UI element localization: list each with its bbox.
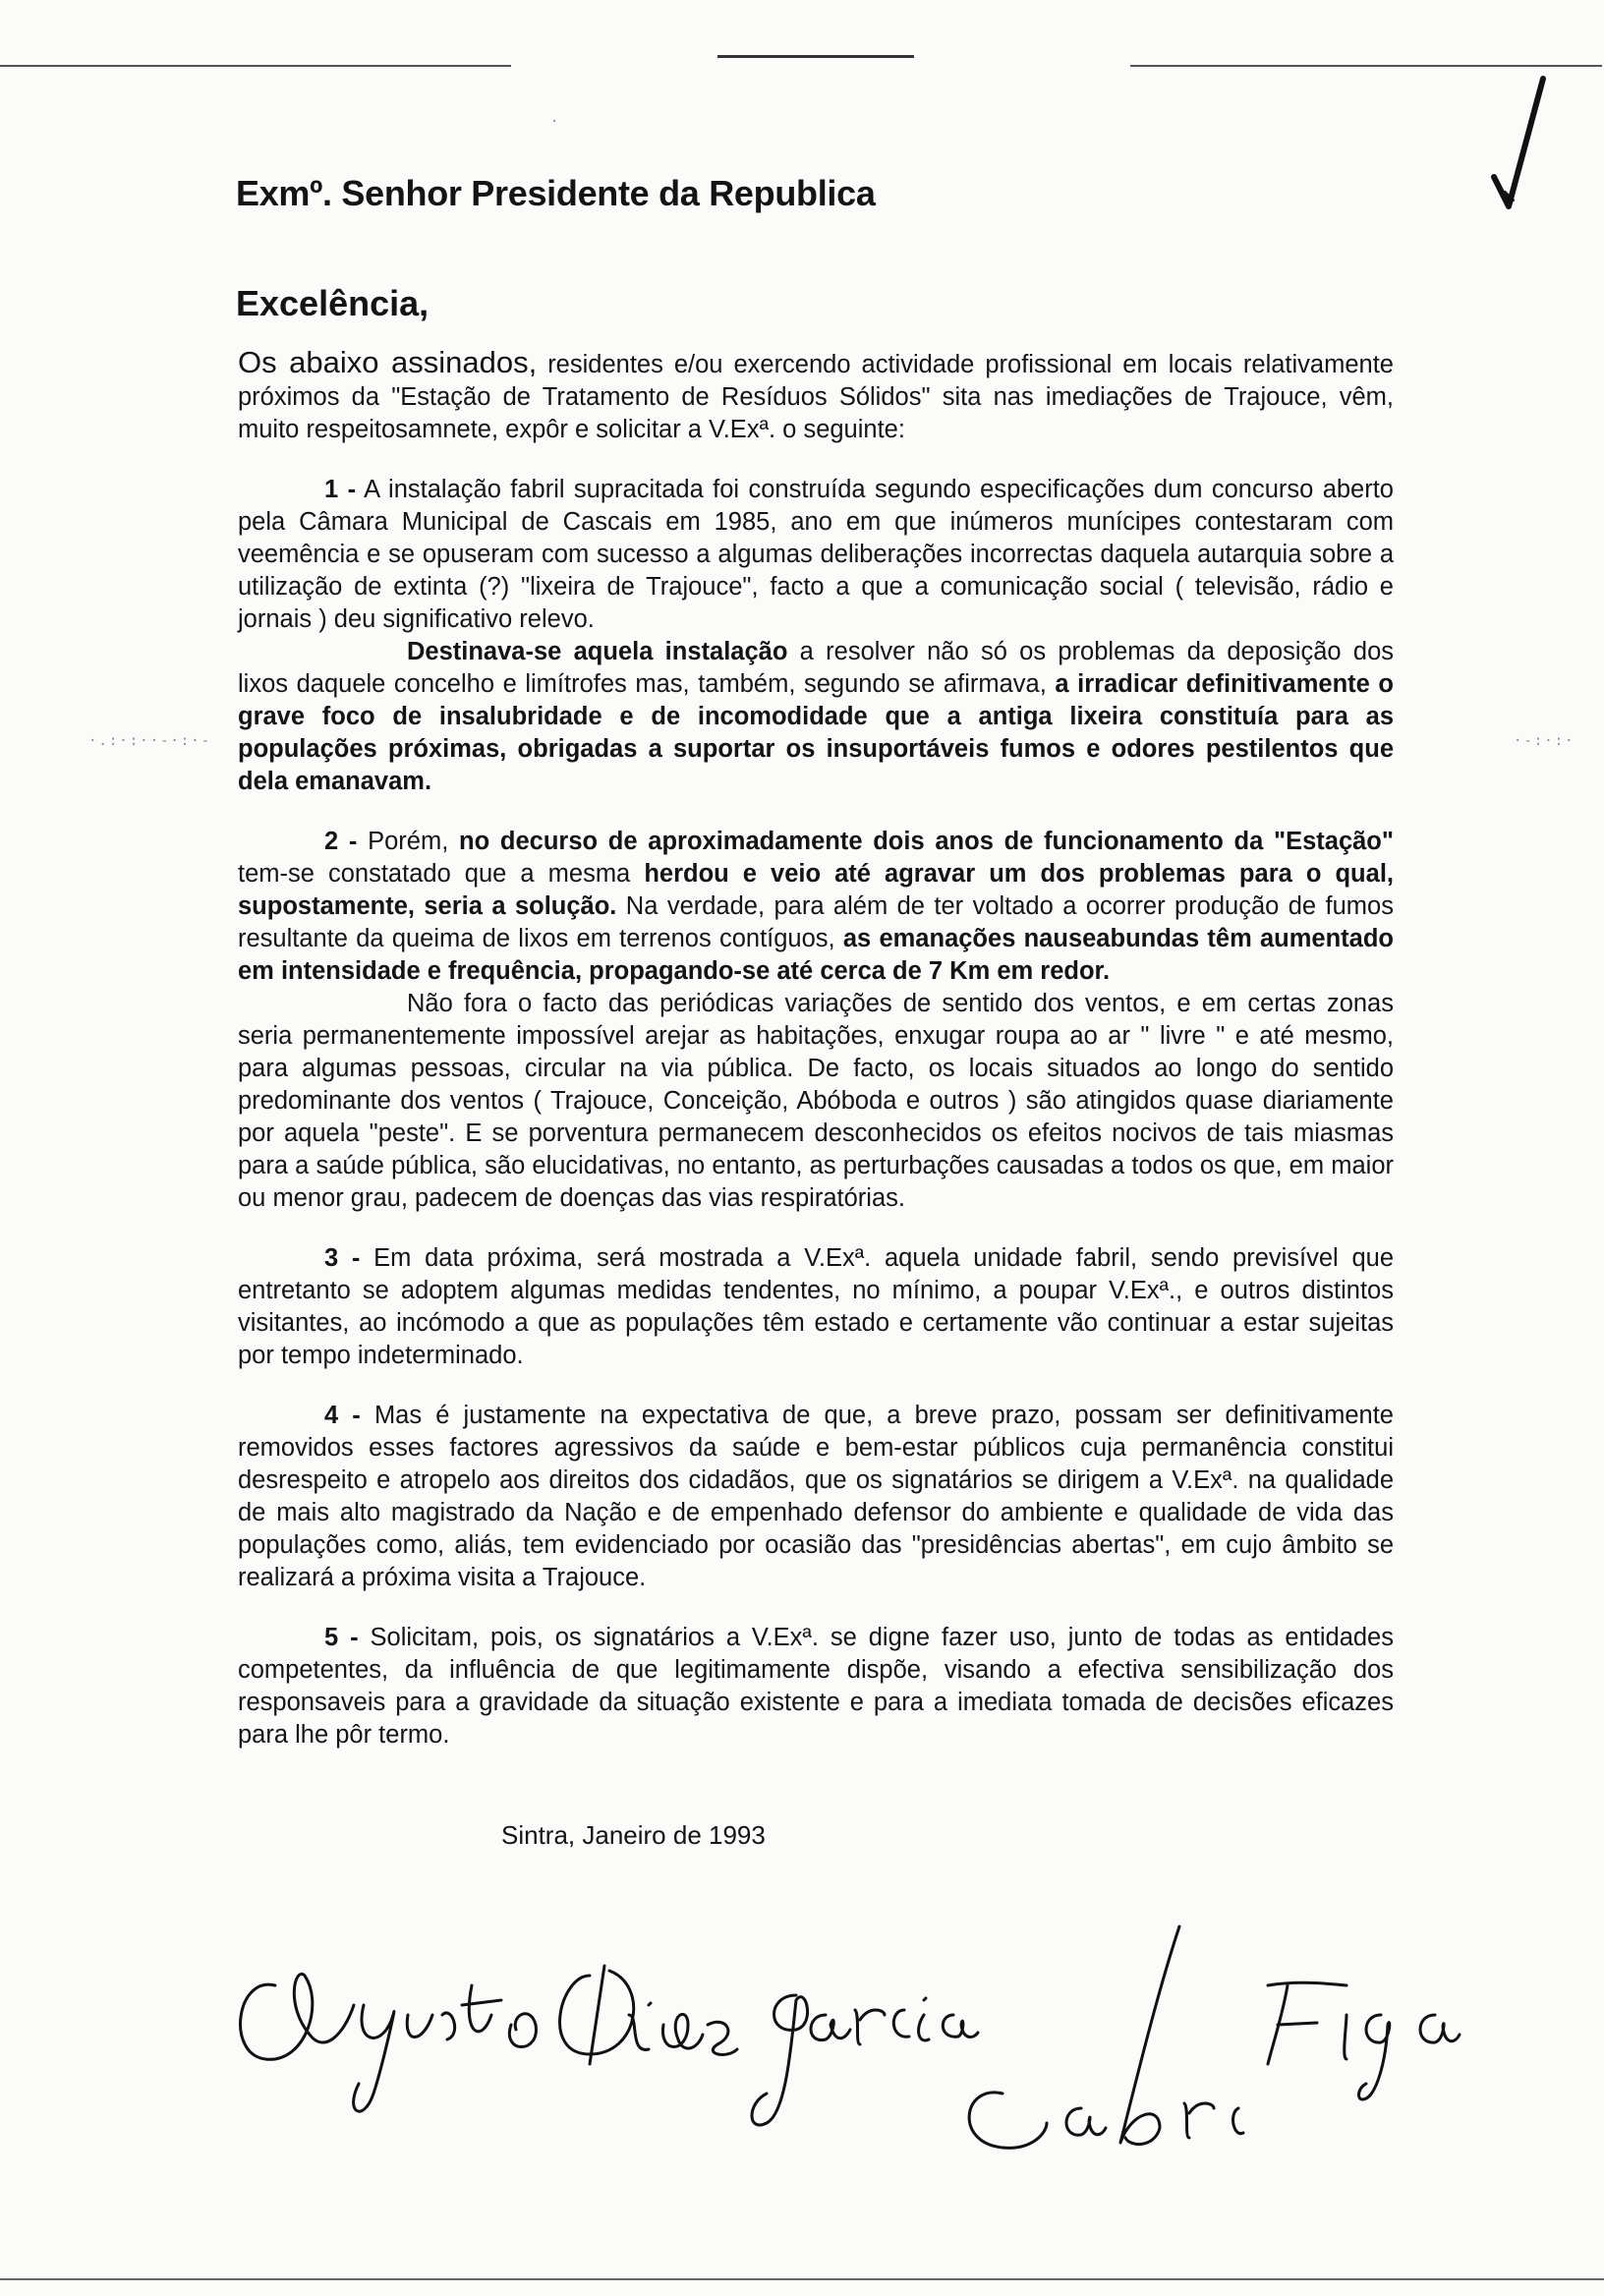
paragraph-text: a resolver não só os problemas da deposição dos lixos daquele concelho e limítrofes mas, também, segundo se afirmava, <box>238 638 1394 698</box>
paragraph-4 <box>238 1400 1394 1594</box>
greeting: Excelência, <box>236 283 430 323</box>
paragraph-number: 4 - <box>324 1402 361 1429</box>
paragraph-number: 2 - <box>324 828 358 855</box>
paragraph-number: 1 - <box>324 476 357 503</box>
bold-text: Destinava-se aquela instalação <box>407 638 788 665</box>
paragraph-text: A instalação fabril supracitada foi construída segundo especificações dum concurso aberto pela Câmara Municipal de Cascais em 1985, ano em que inúmeros munícipes contestaram com veemência e se opuseram com sucesso a algumas deliberações incorrectas daquela autarquia sobre a utilização de extinta (?) "lixeira de Trajouce", facto a que a comunicação social ( televisão, rádio e jornais ) deu significativo relevo. <box>238 476 1394 633</box>
scan-noise: ·.:·:··-·:·- <box>88 733 212 749</box>
paragraph-1-continued <box>238 636 1394 798</box>
salutation: Exmº. Senhor Presidente da Republica <box>236 173 876 213</box>
paragraph-number: 3 - <box>324 1244 361 1272</box>
bold-text: a irradicar definitivamente o grave foco de insalubridade e de incomodidade que a antiga lixeira constituía para as populações próximas, obrigadas a suportar os insuportáveis fumos e odores pestilentos que dela emanavam. <box>238 670 1394 795</box>
handwritten-signatures <box>216 1867 1494 2162</box>
paragraph-text: Não fora o facto das periódicas variações de sentido dos ventos, e em certas zonas seria permanentemente impossível arejar as habitações, enxugar roupa ao ar " livre " e até mesmo, para algumas pessoas, circular na via pública. De facto, os locais situados ao longo do sentido predominante dos ventos ( Trajouce, Conceição, Abóboda e outros ) são atingidos quase diariamente por aquela "peste". E se porventura permanecem desconhecidos os efeitos nocivos de tais miasmas para a saúde pública, são elucidativas, no entanto, as perturbações causadas a todos os que, em maior ou menor grau, padecem de doenças das vias respiratórias. <box>238 990 1394 1212</box>
bold-text: no decurso de aproximadamente dois anos de funcionamento da "Estação" <box>459 828 1394 855</box>
paragraph-text: Mas é justamente na expectativa de que, a breve prazo, possam ser definitivamente removidos esses factores agressivos da saúde e bem-estar públicos cuja permanência constitui desrespeito e atropelo aos direitos dos cidadãos, que os signatários se dirigem a V.Exª. na qualidade de mais alto magistrado da Nação e de empenhado defensor do ambiente e qualidade de vida das populações como, aliás, tem evidenciado por ocasião das "presidências abertas", em cujo âmbito se realizará a próxima visita a Trajouce. <box>238 1402 1394 1591</box>
paragraph-2-continued <box>238 988 1394 1215</box>
scan-noise: ·-:·:· <box>1514 733 1575 749</box>
paragraph-5 <box>238 1622 1394 1751</box>
intro-paragraph <box>238 346 1394 446</box>
checkmark-icon <box>1474 59 1582 216</box>
bold-text: herdou e veio até agravar um dos problemas para o qual, supostamente, seria a solução. <box>238 860 1394 920</box>
scan-noise: · <box>550 114 561 130</box>
top-scan-line <box>0 65 511 67</box>
bottom-scan-line <box>0 2278 1604 2280</box>
paragraph-text: Porém, <box>357 828 460 855</box>
closing-place-date: Sintra, Janeiro de 1993 <box>501 1820 766 1850</box>
bold-text: as emanações nauseabundas têm aumentado em intensidade e frequência, propagando-se até cerca de 7 Km em redor. <box>238 925 1394 985</box>
paragraph-number: 5 - <box>324 1624 359 1651</box>
paragraph-2 <box>238 826 1394 988</box>
paragraph-text: Na verdade, para além de ter voltado a ocorrer produção de fumos resultante da queima de lixos em terrenos contíguos, <box>238 892 1394 952</box>
letter-body <box>238 346 1394 1751</box>
intro-lead: Os abaixo assinados, <box>238 345 538 379</box>
paragraph-text: Solicitam, pois, os signatários a V.Exª. se digne fazer uso, junto de todas as entidades competentes, da influência de que legitimamente dispõe, visando a efectiva sensibilização dos responsaveis para a gravidade da situação existente e para a imediata tomada de decisões eficazes para lhe pôr termo. <box>238 1624 1394 1749</box>
paragraph-3 <box>238 1242 1394 1372</box>
top-scan-line <box>717 55 914 58</box>
paragraph-text: Em data próxima, será mostrada a V.Exª. aquela unidade fabril, sendo previsível que entretanto se adoptem algumas medidas tendentes, no mínimo, a poupar V.Exª., e outros distintos visitantes, ao incómodo a que as populações têm estado e certamente vão continuar a estar sujeitas por tempo indeterminado. <box>238 1244 1394 1369</box>
intro-text: residentes e/ou exercendo actividade profissional em locais relativamente próximos da "Estação de Tratamento de Resíduos Sólidos" sita nas imediações de Trajouce, vêm, muito respeitosamnete, expôr e solicitar a V.Exª. o seguinte: <box>238 351 1394 443</box>
paragraph-1 <box>238 474 1394 636</box>
paragraph-text: tem-se constatado que a mesma <box>238 860 645 888</box>
